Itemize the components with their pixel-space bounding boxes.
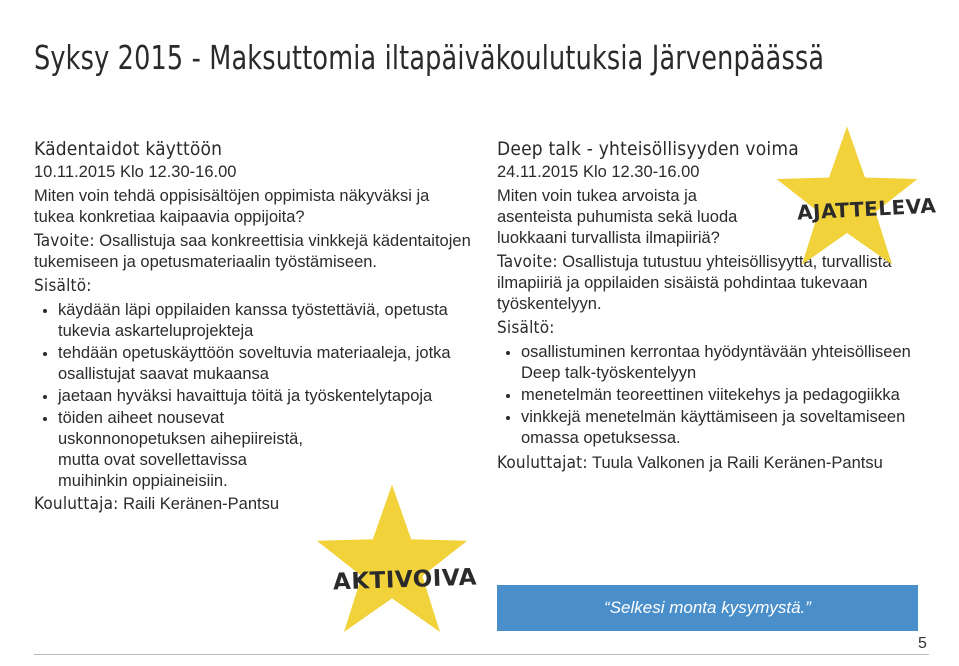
- list-item: • osallistuminen kerrontaa hyödyntävään yhteisölliseen Deep talk-työskentelyyn: [521, 342, 917, 384]
- star-icon: [312, 480, 472, 640]
- quote-text: “Selkesi monta kysymystä.”: [604, 598, 811, 617]
- right-content-label: Sisältö:: [497, 318, 555, 338]
- right-star-label: AJATTELEVA: [796, 193, 937, 225]
- page-title: Syksy 2015 - Maksuttomia iltapäiväkoulutuksia Järvenpäässä: [34, 38, 825, 77]
- quote-box: [497, 585, 918, 631]
- right-content-list: [497, 342, 917, 449]
- left-content-list: [34, 300, 474, 492]
- list-item: • vinkkejä menetelmän käyttämiseen ja soveltamiseen omassa opetuksessa.: [521, 407, 917, 449]
- right-goal-text: Osallistuja tutustuu yhteisöllisyyttä, turvallista ilmapiiriä ja oppilaiden sisäistä pohdintaa tukevaan työskentelyyn.: [497, 253, 892, 313]
- page-number: 5: [918, 635, 927, 652]
- left-course-heading: Kädentaidot käyttöön: [34, 138, 223, 160]
- right-course-date: 24.11.2015 Klo 12.30-16.00: [497, 163, 700, 181]
- right-trainer: [497, 453, 917, 474]
- left-course-date: 10.11.2015 Klo 12.30-16.00: [34, 163, 237, 181]
- right-trainer-label: Kouluttajat:: [497, 453, 588, 473]
- right-course-heading: Deep talk - yhteisöllisyyden voima: [497, 138, 799, 160]
- left-course-question: Miten voin tehdä oppisisältöjen oppimista näkyväksi ja tukea konkretiaa kaipaavia oppijoita?: [34, 187, 430, 226]
- left-content-label: Sisältö:: [34, 276, 92, 296]
- list-item: • menetelmän teoreettinen viitekehys ja pedagogiikka: [521, 385, 917, 406]
- left-trainer-name: Raili Keränen-Pantsu: [118, 495, 280, 513]
- list-item: • jaetaan hyväksi havaittuja töitä ja työskentelytapoja: [58, 386, 474, 407]
- list-item: • töiden aiheet nousevat uskonnonopetuksen aihepiireistä, mutta ovat sovellettavissa muihinkin oppiaineisiin.: [58, 408, 313, 492]
- right-course-question: Miten voin tukea arvoista ja asenteista puhumista sekä luoda luokkaani turvallista ilmapiiriä?: [497, 187, 738, 247]
- left-course-goal: [34, 231, 474, 273]
- right-goal-label: Tavoite:: [497, 252, 558, 272]
- footer-divider: [34, 654, 929, 655]
- left-goal-text: Osallistuja saa konkreettisia vinkkejä kädentaitojen tukemiseen ja opetusmateriaalin työstämiseen.: [34, 232, 471, 271]
- list-item: • käydään läpi oppilaiden kanssa työstettäviä, opetusta tukevia askarteluprojekteja: [58, 300, 474, 342]
- left-star-label: AKTIVOIVA: [332, 564, 478, 596]
- left-goal-label: Tavoite:: [34, 231, 95, 251]
- right-trainer-name: Tuula Valkonen ja Raili Keränen-Pantsu: [587, 454, 883, 472]
- left-course: [34, 138, 474, 515]
- left-trainer-label: Kouluttaja:: [34, 494, 119, 514]
- list-item: • tehdään opetuskäyttöön soveltuvia materiaaleja, jotka osallistujat saavat mukaansa: [58, 343, 474, 385]
